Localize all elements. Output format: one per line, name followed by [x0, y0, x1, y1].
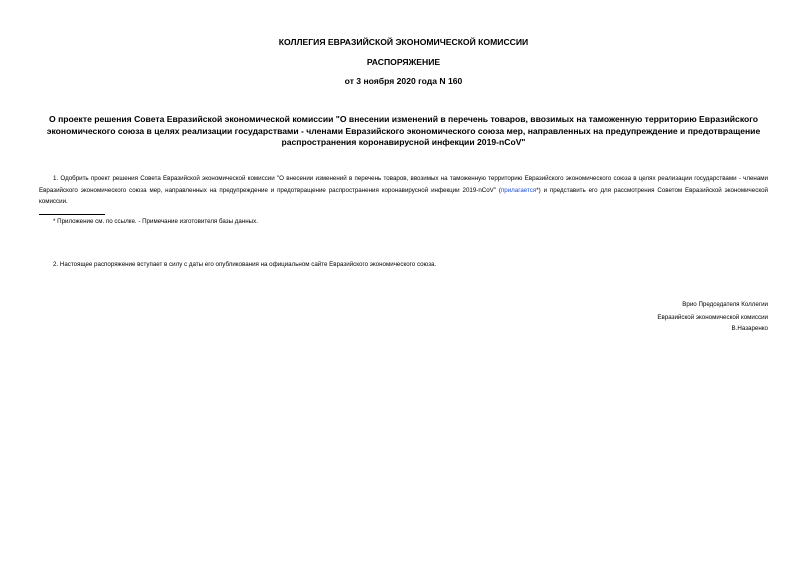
signatory-position-line-1: Врио Председателя Коллегии: [682, 301, 768, 308]
paragraph-2: 2. Настоящее распоряжение вступает в силу с даты его опубликования на официальном сайте Евразийского экономического союза.: [53, 261, 437, 268]
appendix-link[interactable]: прилагается: [500, 186, 537, 194]
organization-heading: КОЛЛЕГИЯ ЕВРАЗИЙСКОЙ ЭКОНОМИЧЕСКОЙ КОМИССИИ: [278, 37, 529, 47]
signatory-position-line-2: Евразийской экономической комиссии: [657, 314, 768, 321]
document-date-number: от 3 ноября 2020 года N 160: [344, 76, 463, 86]
footnote-text: * Приложение см. по ссылке. - Примечание изготовителя базы данных.: [53, 218, 258, 225]
document-subject-title: О проекте решения Совета Евразийской экономической комиссии "О внесении изменений в перечень товаров, ввозимых на таможенную территорию Евразийского экономического союза в целях реализации государствами - членами Евразийского экономического союза мер, направленных на предупреждение и предотвращение распространения коронавирусной инфекции 2019-nCoV": [46, 114, 761, 147]
footnote-divider: [39, 214, 105, 215]
document-type-heading: РАСПОРЯЖЕНИЕ: [366, 57, 441, 67]
paragraph-1-text-before: 1. Одобрить проект решения Совета Евразийской экономической комиссии "О внесении изменений в перечень товаров, ввозимых на таможенную территорию Евразийского экономического союза в целях реализации государствами - членами Евразийского экономического союза мер, направленных на предупреждение и предотвращение распространения коронавирусной инфекции 2019-nCoV" (: [39, 175, 768, 194]
signatory-name: В.Назаренко: [731, 325, 768, 332]
paragraph-1-text-after: *) и представить его для рассмотрения Советом Евразийской экономической комиссии.: [39, 186, 768, 205]
paragraph-1: [39, 173, 768, 208]
